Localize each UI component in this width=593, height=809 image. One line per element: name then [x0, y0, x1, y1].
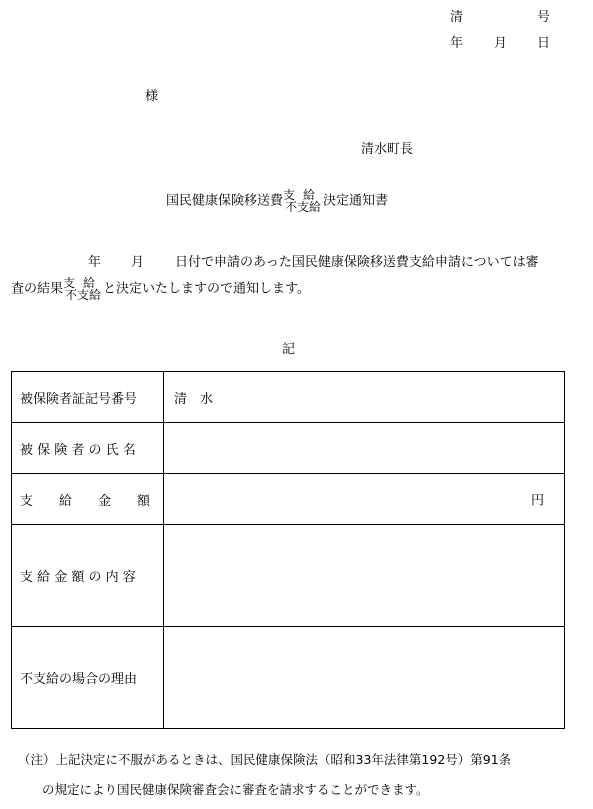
- date-year-label: 年: [450, 36, 464, 51]
- title-text-after: 決定通知書: [323, 193, 389, 209]
- body-stack-top: 支給: [63, 276, 104, 290]
- date-day-label: 日: [537, 36, 551, 51]
- row-value: [164, 474, 565, 525]
- title-stack-bottom: 不支給: [285, 200, 322, 214]
- body-line1: 日付で申請のあった国民健康保険移送費支給申請については審: [175, 255, 539, 270]
- row-value: [164, 423, 565, 474]
- row-value: [164, 372, 565, 423]
- title-stack-top: 支給: [283, 188, 324, 202]
- title-text-before: 国民健康保険移送費: [166, 193, 284, 209]
- ki-heading: 記: [282, 342, 296, 357]
- row-label: 支 給 金 額 の 内 容: [12, 525, 164, 627]
- note-line1: （注）上記決定に不服があるときは、国民健康保険法（昭和33年法律第192号）第91条: [18, 752, 512, 767]
- table-row: [12, 423, 565, 474]
- note-line2: の規定により国民健康保険審査会に審査を請求することができます。: [42, 782, 429, 797]
- row-label: 被保険者証記号番号: [12, 372, 164, 423]
- body-stack: [63, 277, 103, 301]
- table-row: [12, 627, 565, 729]
- table-row: [12, 525, 565, 627]
- insured-number-value: 清 水: [174, 391, 214, 407]
- row-label: 支 給 金 額: [12, 474, 164, 525]
- row-value: [164, 627, 565, 729]
- addressee-honorific: 様: [145, 89, 159, 104]
- form-table: [11, 371, 565, 729]
- row-value: [164, 525, 565, 627]
- document-number-suffix: 号: [537, 10, 551, 25]
- issuer-name: 清水町長: [361, 142, 414, 157]
- date-month-label: 月: [494, 36, 508, 51]
- body-line2-end: と決定いたしますので通知します。: [103, 281, 310, 297]
- document-title: [166, 189, 388, 213]
- body-line2: [11, 277, 310, 301]
- body-stack-bottom: 不支給: [65, 288, 102, 302]
- body-line2-start: 査の結果: [11, 281, 64, 297]
- table-row: [12, 372, 565, 423]
- body-month-label: 月: [131, 255, 145, 270]
- table-row: [12, 474, 565, 525]
- title-stack: [283, 189, 323, 213]
- body-year-label: 年: [88, 255, 102, 270]
- row-label: 被 保 険 者 の 氏 名: [12, 423, 164, 474]
- row-label: 不支給の場合の理由: [12, 627, 164, 729]
- document-number-prefix: 清: [450, 10, 464, 25]
- amount-unit: 円: [530, 493, 544, 509]
